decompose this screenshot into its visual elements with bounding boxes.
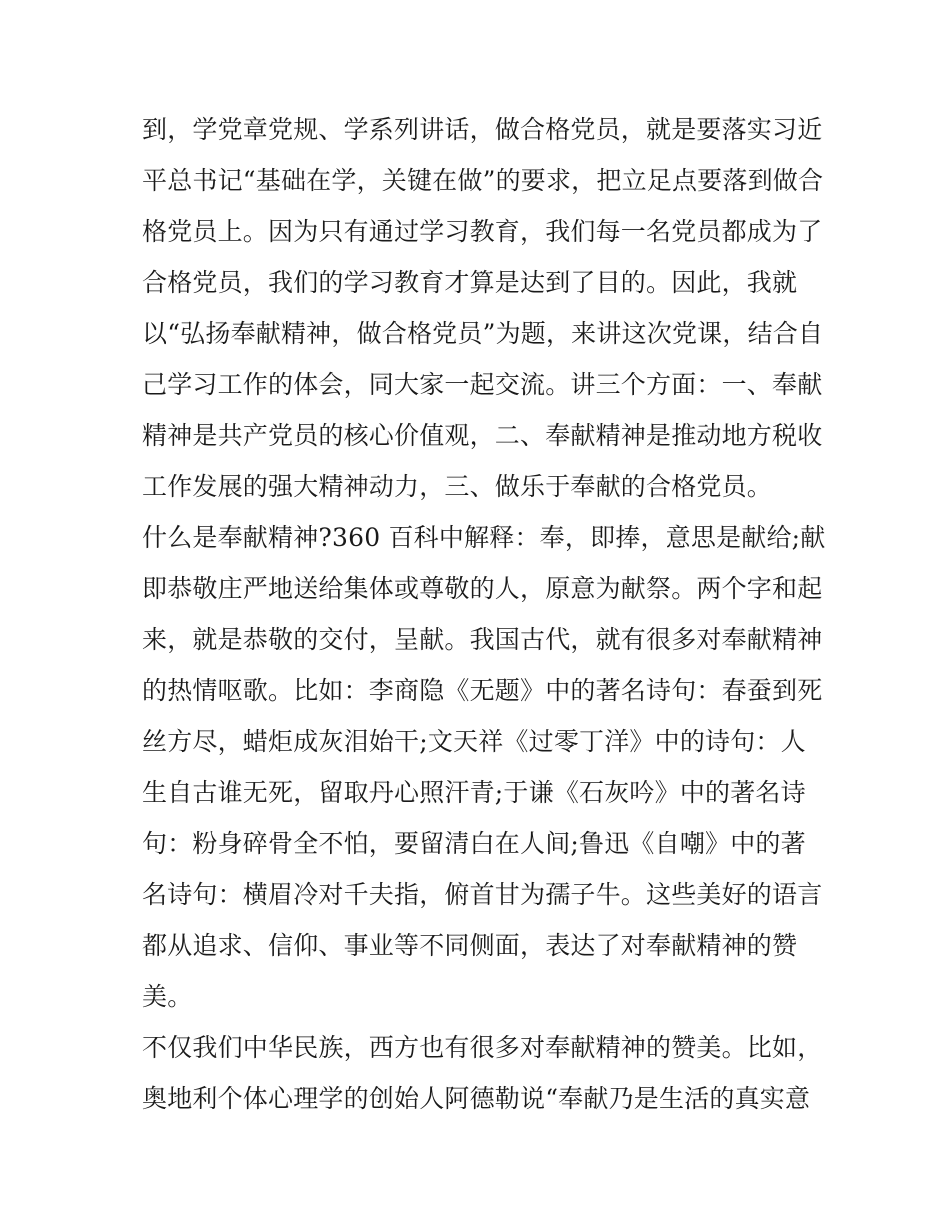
text-line: 精神是共产党员的核心价值观，二、奉献精神是推动地方税收	[142, 421, 823, 450]
text-line: 的热情呕歌。比如：李商隐《无题》中的著名诗句：春蚕到死	[142, 676, 823, 705]
text-line: 来，就是恭敬的交付，呈献。我国古代，就有很多对奉献精神	[142, 625, 823, 654]
text-line: 以“弘扬奉献精神，做合格党员”为题，来讲这次党课，结合自	[142, 319, 824, 348]
text-line: 句：粉身碎骨全不怕，要留清白在人间;鲁迅《自嘲》中的著	[142, 829, 806, 858]
text-line: 美。	[142, 982, 193, 1011]
text-line: 丝方尽，蜡炬成灰泪始干;文天祥《过零丁洋》中的诗句：人	[142, 727, 806, 756]
text-line: 平总书记“基础在学，关键在做”的要求，把立足点要落到做合	[142, 166, 824, 195]
text-line: 都从追求、信仰、事业等不同侧面，表达了对奉献精神的赞	[142, 931, 798, 960]
text-line: 即恭敬庄严地送给集体或尊敬的人，原意为献祭。两个字和起	[142, 574, 823, 603]
text-line: 己学习工作的体会，同大家一起交流。讲三个方面：一、奉献	[142, 370, 823, 399]
text-line: 什么是奉献精神?360 百科中解释：奉，即捧，意思是献给;献	[142, 523, 826, 552]
text-line: 名诗句：横眉冷对千夫指，俯首甘为孺子牛。这些美好的语言	[142, 880, 823, 909]
text-line: 合格党员，我们的学习教育才算是达到了目的。因此，我就	[142, 268, 798, 297]
text-line: 奥地利个体心理学的创始人阿德勒说“奉献乃是生活的真实意	[142, 1084, 811, 1113]
text-line: 工作发展的强大精神动力，三、做乐于奉献的合格党员。	[142, 472, 773, 501]
text-line: 不仅我们中华民族，西方也有很多对奉献精神的赞美。比如，	[142, 1033, 823, 1062]
text-line: 生自古谁无死，留取丹心照汗青;于谦《石灰吟》中的著名诗	[142, 778, 806, 807]
document-body	[142, 104, 826, 1124]
text-line: 到，学党章党规、学系列讲话，做合格党员，就是要落实习近	[142, 115, 823, 144]
text-line: 格党员上。因为只有通过学习教育，我们每一名党员都成为了	[142, 217, 823, 246]
